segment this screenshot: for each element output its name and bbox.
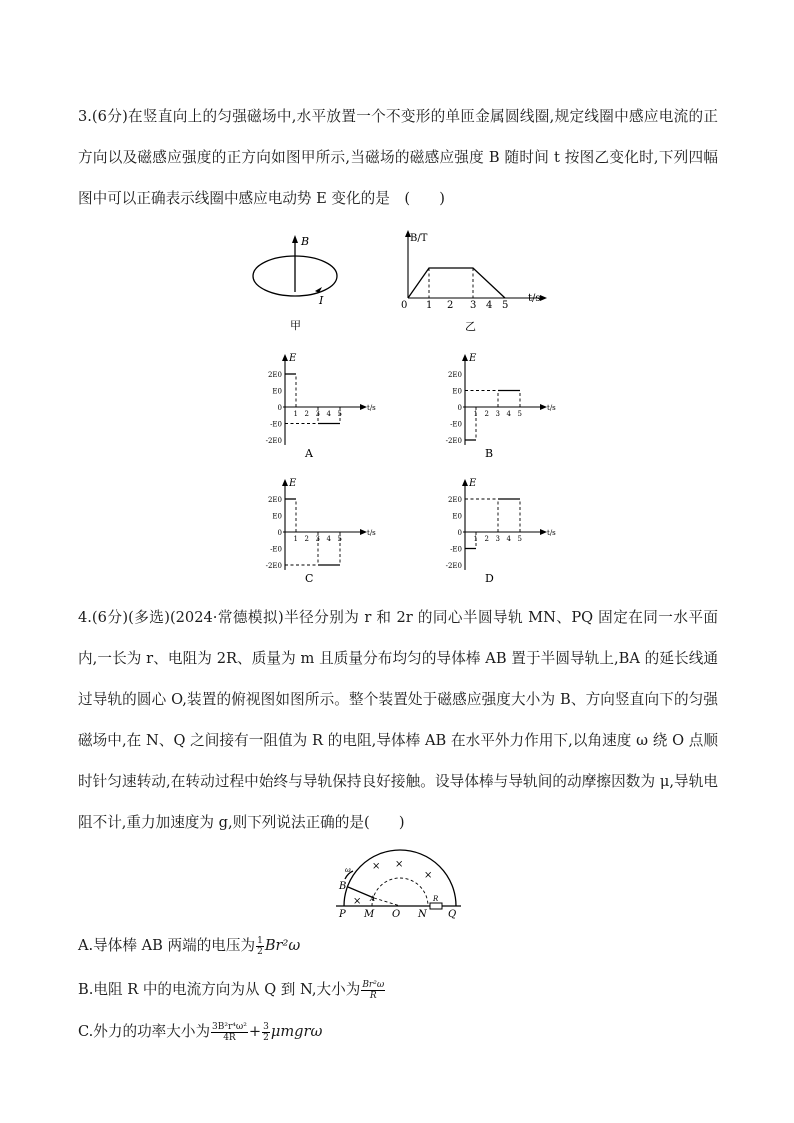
graph-c [250, 477, 380, 587]
x-tick-label: 3 [315, 535, 320, 543]
x-axis-arrow [360, 404, 367, 410]
x-tick-label: 4 [326, 535, 331, 543]
x-tick-label: 2 [484, 410, 489, 418]
y-tick-label: -E0 [270, 420, 282, 429]
label-omega: ω [345, 866, 351, 874]
b-arrow-head [292, 235, 298, 243]
x-axis-label: t/s [367, 529, 376, 537]
x-tick-label: 1 [293, 535, 298, 543]
option-c[interactable] [78, 1020, 322, 1043]
yi-tick: 4 [486, 300, 493, 311]
option-b-text: B.电阻 R 中的电流方向为从 Q 到 N,大小为 [78, 981, 361, 998]
y-tick-label: -E0 [270, 545, 282, 554]
cross-icon: × [353, 896, 362, 907]
x-tick-label: 3 [495, 535, 500, 543]
y-tick-label: E0 [452, 512, 462, 521]
question-4-text: 4.(6分)(多选)(2024·常德模拟)半径分别为 r 和 2r 的同心半圆导轨 MN、PQ 固定在同一水平面内,一长为 r、电阻为 2R、质量为 m 且质量分布均匀的导体棒 AB 置于半圆导轨上,BA 的延长线通过导轨的圆心 O,装置的俯视图如图所示。整个装置处于磁感应强度大小为 B、方向竖直向下的匀强磁场中,在 N、Q 之间接有一阻值为 R 的电阻,导体棒 AB 在水平外力作用下,以角速度 ω 绕 O 点顺时针匀速转动,在转动过程中始终与导轨保持良好接触。设导体棒与导轨间的动摩擦因数为 μ,导轨电阻不计,重力加速度为 g,则下列说法正确的是( ) [78, 609, 718, 831]
yi-tick: 1 [426, 300, 433, 311]
label-q: Q [448, 909, 457, 920]
yi-origin: 0 [401, 300, 408, 311]
x-tick-label: 2 [304, 410, 309, 418]
fraction: $\frac{1}{2}$ [257, 935, 263, 957]
graph-caption: C [305, 572, 314, 585]
x-tick-label: 1 [473, 410, 478, 418]
y-tick-label: -2E0 [265, 562, 282, 570]
y-tick-label: E0 [452, 387, 462, 396]
label-b: B [301, 235, 310, 248]
b-curve [408, 268, 505, 298]
y-axis-label: E [289, 353, 297, 364]
y-tick-label: 0 [457, 404, 462, 412]
y-tick-label: 2E0 [267, 496, 282, 504]
yi-ylabel: B/T [410, 233, 428, 244]
label-i: I [319, 294, 324, 307]
y-axis-label: E [469, 353, 477, 364]
y-axis-label: E [289, 478, 297, 489]
x-tick-label: 1 [293, 410, 298, 418]
fraction: $\frac{\text{Br²ω}}{R}$ [362, 979, 385, 1001]
label-p: P [339, 909, 346, 920]
caption-jia: 甲 [290, 319, 301, 332]
x-tick-label: 4 [506, 410, 511, 418]
cross-icon: × [372, 861, 381, 872]
y-axis-label: E [469, 478, 477, 489]
figure-jia-coil [245, 232, 355, 337]
x-tick-label: 3 [495, 410, 500, 418]
figure-q4-rails [332, 846, 467, 920]
option-c-text: C.外力的功率大小为 [78, 1023, 211, 1040]
x-axis-label: t/s [547, 529, 556, 537]
y-tick-label: -E0 [450, 545, 462, 554]
yi-xlabel: t/s [528, 293, 541, 304]
x-tick-label: 2 [304, 535, 309, 543]
label-b: B [339, 881, 347, 892]
y-tick-label: -2E0 [445, 562, 462, 570]
caption-yi: 乙 [465, 320, 476, 333]
x-tick-label: 4 [326, 410, 331, 418]
label-m: M [364, 909, 375, 920]
x-tick-label: 1 [473, 535, 478, 543]
option-b[interactable] [78, 978, 386, 1001]
fraction: $\frac{3}{2}$ [263, 1021, 269, 1043]
graph-a [250, 352, 380, 462]
y-tick-label: 0 [277, 404, 282, 412]
plus-sign: + [248, 1023, 262, 1040]
graph-caption: D [485, 572, 494, 585]
y-tick-label: -2E0 [265, 437, 282, 445]
graph-d [430, 477, 560, 587]
y-axis-arrow [282, 479, 288, 486]
x-axis-arrow [540, 404, 547, 410]
y-tick-label: -2E0 [445, 437, 462, 445]
y-tick-label: -E0 [450, 420, 462, 429]
x-tick-label: 5 [337, 535, 342, 543]
option-a[interactable] [78, 934, 300, 957]
y-tick-label: 2E0 [447, 496, 462, 504]
y-axis-arrow [462, 354, 468, 361]
graph-b [430, 352, 560, 462]
option-a-tail: Br²ω [264, 937, 301, 954]
yi-tick: 3 [470, 300, 477, 311]
y-tick-label: E0 [272, 387, 282, 396]
x-tick-label: 5 [337, 410, 342, 418]
fraction: $\frac{\text{3B²r⁴ω²}}{4R}$ [212, 1021, 247, 1043]
option-a-text: A.导体棒 AB 两端的电压为 [78, 937, 256, 954]
label-a: A [370, 895, 376, 903]
inner-rail-mn [372, 878, 428, 906]
x-axis-arrow [360, 529, 367, 535]
x-axis-label: t/s [547, 404, 556, 412]
y-tick-label: 0 [277, 529, 282, 537]
x-axis-label: t/s [367, 404, 376, 412]
x-axis-arrow [540, 529, 547, 535]
question-3-text: 3.(6分)在竖直向上的匀强磁场中,水平放置一个不变形的单匝金属圆线圈,规定线圈中感应电流的正方向以及磁感应强度的正方向如图甲所示,当磁场的磁感应强度 B 随时间 t 按图乙变化时,下列四幅图中可以正确表示线圈中感应电动势 E 变化的是 ( ) [78, 108, 718, 207]
cross-icon: × [424, 870, 433, 881]
cross-icon: × [395, 859, 404, 870]
label-o: O [392, 909, 401, 920]
graph-caption: A [305, 447, 313, 460]
y-tick-label: 0 [457, 529, 462, 537]
label-n: N [418, 909, 427, 920]
y-axis-arrow [282, 354, 288, 361]
y-tick-label: 2E0 [447, 371, 462, 379]
yi-tick: 2 [447, 300, 454, 311]
x-tick-label: 3 [315, 410, 320, 418]
y-tick-label: E0 [272, 512, 282, 521]
x-tick-label: 2 [484, 535, 489, 543]
option-c-tail: μmgrω [270, 1023, 323, 1040]
graph-caption: B [485, 447, 494, 460]
y-axis-arrow [462, 479, 468, 486]
yi-tick: 5 [502, 300, 509, 311]
figure-yi-bt-graph [395, 228, 555, 338]
label-r: R [433, 895, 439, 903]
x-tick-label: 4 [506, 535, 511, 543]
x-tick-label: 5 [517, 410, 522, 418]
x-tick-label: 5 [517, 535, 522, 543]
y-tick-label: 2E0 [267, 371, 282, 379]
resistor-r [430, 903, 442, 909]
extension-line [374, 898, 400, 906]
